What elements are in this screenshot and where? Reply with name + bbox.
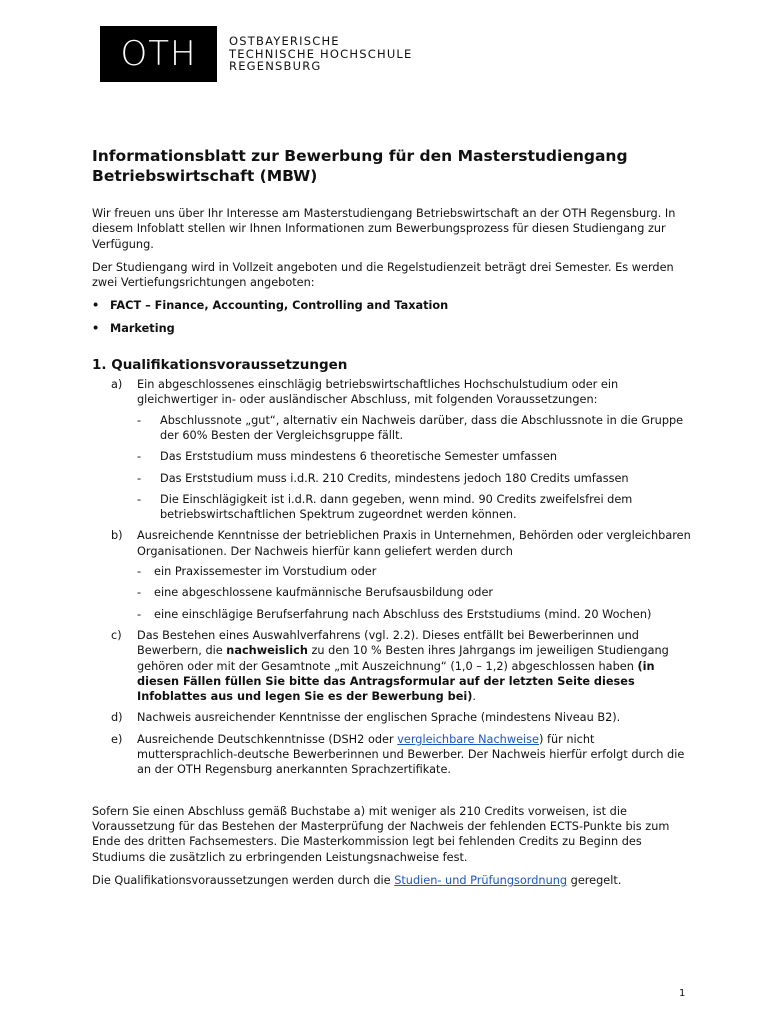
sub-item-text: eine abgeschlossene kaufmännische Berufsausbildung oder bbox=[154, 586, 494, 600]
sub-item-text: Abschlussnote „gut“, alternativ ein Nachweis darüber, dass die Abschlussnote in die Gruppe der 60% Besten der Vergleichsgruppe fällt. bbox=[160, 413, 684, 442]
dash-marker: - bbox=[137, 450, 142, 464]
specialization-list bbox=[92, 298, 692, 336]
paragraph-text: geregelt. bbox=[567, 873, 622, 887]
section-heading: 1. Qualifikationsvoraussetzungen bbox=[92, 357, 348, 374]
sub-item bbox=[137, 607, 692, 622]
sub-item bbox=[137, 413, 692, 444]
sub-item-text: Das Erststudium muss i.d.R. 210 Credits, mindestens jedoch 180 Credits umfassen bbox=[160, 471, 629, 485]
requirement-item bbox=[92, 377, 692, 522]
requirement-text: Ausreichende Deutschkenntnisse (DSH2 oder bbox=[137, 732, 398, 746]
sub-item bbox=[137, 449, 692, 464]
comparable-certificates-link[interactable]: vergleichbare Nachweise bbox=[397, 732, 540, 746]
requirement-text: Ein abgeschlossenes einschlägig betriebswirtschaftliches Hochschulstudium oder ein gleichwertiger in- oder ausländischer Abschluss, mit folgenden Voraussetzungen: bbox=[137, 378, 619, 407]
specialization-item: • FACT – Finance, Accounting, Controlling and Taxation bbox=[92, 298, 692, 313]
item-marker: c) bbox=[111, 628, 122, 642]
requirement-text: ) für nicht muttersprachlich-deutsche Bewerberinnen und Bewerber. Der Nachweis hierfür erfolgt durch die an der OTH Regensburg anerkannten Sprachzertifikate. bbox=[137, 732, 685, 777]
sub-item-text: eine einschlägige Berufserfahrung nach Abschluss des Erststudiums (mind. 20 Wochen) bbox=[154, 607, 652, 621]
sub-list bbox=[137, 564, 692, 622]
logo-line: TECHNISCHE HOCHSCHULE bbox=[229, 46, 413, 61]
document-title bbox=[92, 146, 692, 186]
sub-item bbox=[137, 471, 692, 486]
logo-mark: OTH bbox=[100, 26, 217, 82]
emphasis-text: nachweislich bbox=[226, 644, 308, 658]
requirement-item bbox=[92, 710, 692, 725]
exam-regulations-link[interactable]: Studien- und Prüfungsordnung bbox=[394, 873, 568, 887]
item-marker: e) bbox=[111, 732, 123, 746]
sub-item bbox=[137, 492, 692, 523]
dash-marker: - bbox=[137, 492, 142, 506]
sub-item bbox=[137, 564, 692, 579]
sub-item-text: Die Einschlägigkeit ist i.d.R. dann gegeben, wenn mind. 90 Credits zweifelsfrei dem betriebswirtschaftlichen Spektrum zugeordnet werden können. bbox=[160, 492, 633, 522]
item-marker: b) bbox=[111, 529, 123, 543]
title-line: Betriebswirtschaft (MBW) bbox=[92, 167, 318, 185]
regulations-paragraph bbox=[92, 873, 692, 888]
title-line: Informationsblatt zur Bewerbung für den Masterstudiengang bbox=[92, 147, 628, 165]
sub-list bbox=[137, 413, 692, 523]
intro-paragraph: Der Studiengang wird in Vollzeit angeboten und die Regelstudienzeit beträgt drei Semester. Es werden zwei Vertiefungsrichtungen angeboten: bbox=[92, 260, 674, 290]
dash-marker: - bbox=[137, 413, 142, 427]
dash-marker: - bbox=[137, 586, 142, 600]
sub-item-text: ein Praxissemester im Vorstudium oder bbox=[154, 565, 377, 579]
logo-line: REGENSBURG bbox=[229, 59, 322, 74]
page-number: 1 bbox=[679, 988, 686, 999]
item-marker: d) bbox=[111, 711, 123, 725]
requirement-text: Das Bestehen eines Auswahlverfahrens (vgl. 2.2). Dieses entfällt bei Bewerberinnen und Bewerbern, die bbox=[137, 628, 639, 658]
dash-marker: - bbox=[137, 607, 142, 621]
requirements-list bbox=[92, 377, 692, 778]
sub-item bbox=[137, 585, 692, 600]
requirement-item bbox=[92, 528, 692, 621]
requirement-item bbox=[92, 732, 692, 778]
requirement-text: Ausreichende Kenntnisse der betrieblichen Praxis in Unternehmen, Behörden oder vergleichbaren Organisationen. Der Nachweis hierfür kann geliefert werden durch bbox=[137, 529, 691, 558]
sub-item-text: Das Erststudium muss mindestens 6 theoretische Semester umfassen bbox=[160, 450, 558, 464]
dash-marker: - bbox=[137, 471, 142, 485]
paragraph-text: Die Qualifikationsvoraussetzungen werden durch die bbox=[92, 873, 395, 887]
requirement-text: zu den 10 % Besten ihres Jahrgangs im jeweiligen Studiengang gehören oder mit der Gesamtnote „mit Auszeichnung“ (1,0 – 1,2) abgeschlossen haben bbox=[137, 644, 669, 673]
intro-paragraph: Wir freuen uns über Ihr Interesse am Masterstudiengang Betriebswirtschaft an der OTH Regensburg. In diesem Infoblatt stellen wir Ihnen Informationen zum Bewerbungsprozess für diesen Studiengang zur Verfügung. bbox=[92, 207, 676, 251]
requirement-text: . bbox=[472, 690, 476, 704]
emphasis-text: (in diesen Fällen füllen Sie bitte das Antragsformular auf der letzten Seite dieses Infoblattes aus und legen Sie es der Bewerbung bei) bbox=[137, 659, 655, 704]
requirement-text: Nachweis ausreichender Kenntnisse der englischen Sprache (mindestens Niveau B2). bbox=[137, 711, 621, 725]
document-body bbox=[92, 146, 692, 896]
credits-paragraph: Sofern Sie einen Abschluss gemäß Buchstabe a) mit weniger als 210 Credits vorweisen, ist die Voraussetzung für das Bestehen der Masterprüfung der Nachweis der fehlenden ECTS-Punkte bis zum Ende des dritten Fachsemesters. Die Masterkommission legt bei fehlenden Credits zu Beginn des Studiums die zusätzlich zu erbringenden Leistungsnachweise fest. bbox=[92, 804, 670, 864]
item-marker: a) bbox=[111, 378, 123, 392]
logo-wordmark bbox=[229, 35, 413, 73]
dash-marker: - bbox=[137, 565, 142, 579]
oth-logo bbox=[100, 26, 413, 82]
specialization-item: • Marketing bbox=[92, 321, 692, 336]
logo-line: OSTBAYERISCHE bbox=[229, 34, 340, 49]
requirement-item bbox=[92, 628, 692, 704]
